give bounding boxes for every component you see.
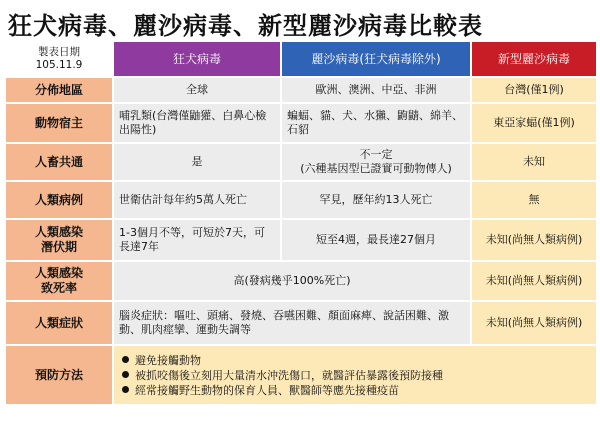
row-head-incubation (5, 219, 113, 261)
new-fatality: 未知(尚無人類病例) (471, 261, 597, 301)
lyssa-zoonosis-line1: 不一定 (359, 148, 393, 161)
new-cases: 無 (471, 181, 597, 219)
prevention-list (113, 345, 597, 405)
lyssa-hosts: 蝙蝠、貓、犬、水獺、鼩鼱、綿羊、石貂 (281, 103, 471, 143)
rabies-distribution: 全球 (113, 77, 281, 103)
rabies-cases: 世衛估計每年約5萬人死亡 (113, 181, 281, 219)
list-item (122, 353, 588, 368)
table-row (5, 219, 597, 261)
date-value: 105.11.9 (35, 59, 83, 71)
date-cell (5, 41, 113, 77)
row-head-prevention: 預防方法 (5, 345, 113, 405)
row-head-cases: 人類病例 (5, 181, 113, 219)
row-head-incubation-line1: 人類感染 (34, 225, 83, 239)
header-new-lyssa: 新型麗沙病毒 (471, 41, 597, 77)
rabies-hosts: 哺乳類(台灣僅鼬獾、白鼻心檢出陽性) (113, 103, 281, 143)
new-incubation: 未知(尚無人類病例) (471, 219, 597, 261)
row-head-fatality-line2: 致死率 (40, 281, 77, 295)
lyssa-distribution: 歐洲、澳洲、中亞、非洲 (281, 77, 471, 103)
table-row (5, 181, 597, 219)
bullet-icon (122, 371, 129, 378)
row-head-distribution: 分佈地區 (5, 77, 113, 103)
new-hosts: 東亞家蝠(僅1例) (471, 103, 597, 143)
row-head-symptoms: 人類症狀 (5, 301, 113, 345)
list-item (122, 368, 588, 383)
row-head-fatality (5, 261, 113, 301)
row-head-fatality-line1: 人類感染 (34, 266, 83, 280)
table-row (5, 77, 597, 103)
list-item (122, 383, 588, 398)
new-zoonosis: 未知 (471, 143, 597, 181)
row-head-zoonosis: 人畜共通 (5, 143, 113, 181)
prevention-item-text: 避免接觸動物 (135, 353, 201, 367)
lyssa-zoonosis (281, 143, 471, 181)
page-title: 狂犬病毒、麗沙病毒、新型麗沙病毒比較表 (8, 12, 483, 40)
lyssa-incubation: 短至4週，最長達27個月 (281, 219, 471, 261)
bullet-icon (122, 356, 129, 363)
lyssa-cases: 罕見，歷年約13人死亡 (281, 181, 471, 219)
table-row (5, 301, 597, 345)
new-symptoms: 未知(尚無人類病例) (471, 301, 597, 345)
shared-symptoms: 腦炎症狀：嘔吐、頭痛、發燒、吞嚥困難、顏面麻痺、說話困難、激動、肌肉痙攣、運動失調等 (113, 301, 471, 345)
table-row (5, 143, 597, 181)
table-row (5, 103, 597, 143)
header-rabies: 狂犬病毒 (113, 41, 281, 77)
comparison-table (4, 40, 598, 406)
row-head-incubation-line2: 潛伏期 (40, 240, 77, 254)
bullet-icon (122, 386, 129, 393)
table-row (5, 261, 597, 301)
prevention-row (5, 345, 597, 405)
date-label: 製表日期 (38, 46, 80, 58)
row-head-hosts: 動物宿主 (5, 103, 113, 143)
table-header-row (5, 41, 597, 77)
new-distribution: 台灣(僅1例) (471, 77, 597, 103)
rabies-zoonosis: 是 (113, 143, 281, 181)
shared-fatality: 高(發病幾乎100%死亡) (113, 261, 471, 301)
prevention-item-text: 被抓咬傷後立刻用大量清水沖洗傷口，就醫評估暴露後預防接種 (135, 368, 443, 382)
lyssa-zoonosis-line2: (六種基因型已證實可動物傳人) (300, 162, 452, 175)
header-lyssa: 麗沙病毒(狂犬病毒除外) (281, 41, 471, 77)
prevention-item-text: 經常接觸野生動物的保育人員、獸醫師等應先接種疫苗 (135, 383, 399, 397)
rabies-incubation: 1-3個月不等，可短於7天，可長達7年 (113, 219, 281, 261)
